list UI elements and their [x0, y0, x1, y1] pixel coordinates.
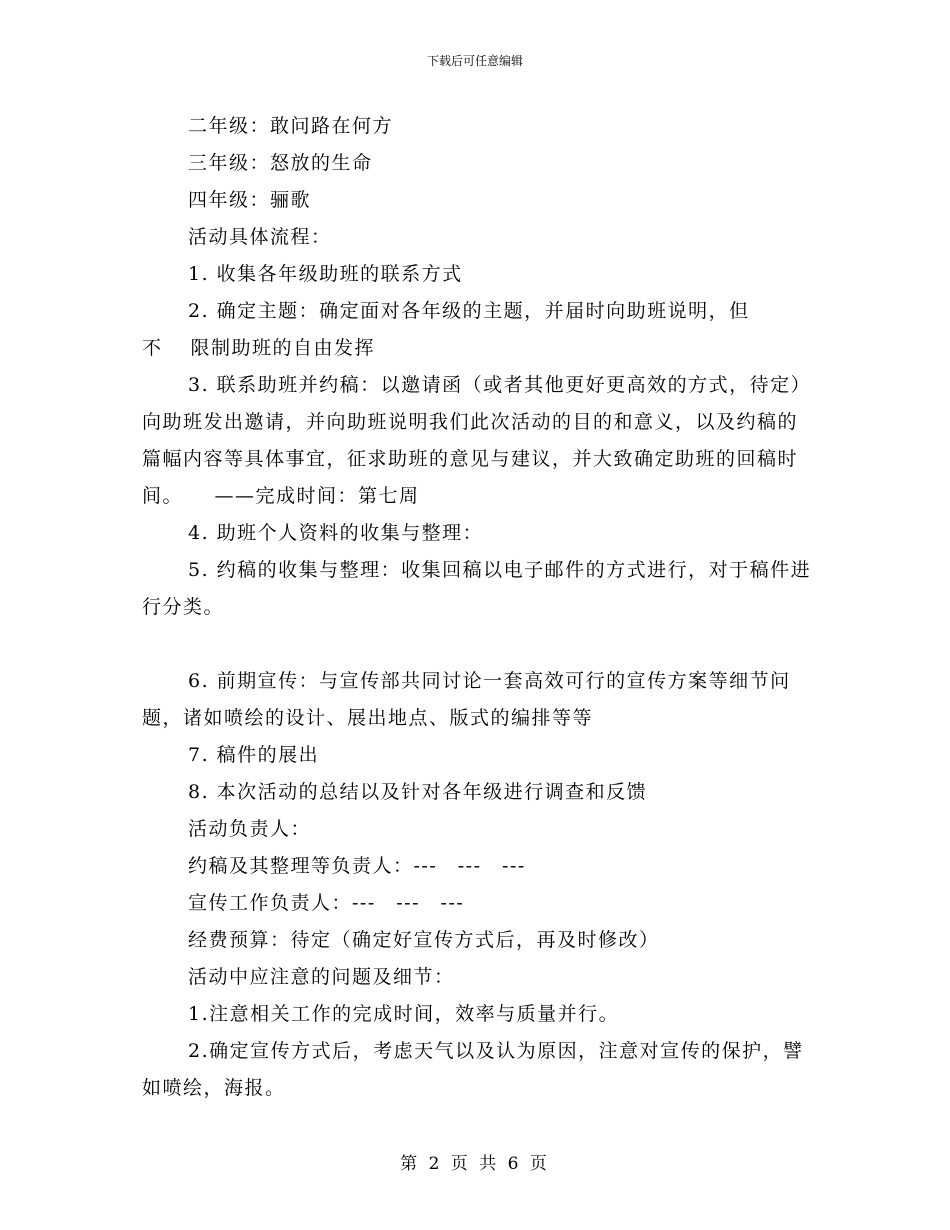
paragraph-gap [142, 626, 812, 663]
grade2-theme: 二年级：敢问路在何方 [188, 115, 394, 137]
note-2: 2.确定宣传方式后，考虑天气以及认为原因，注意对宣传的保护，譬如喷绘，海报。 [142, 1040, 804, 1099]
flow-title: 活动具体流程： [188, 226, 332, 248]
step-3: 3. 联系助班并约稿：以邀请函（或者其他更好更高效的方式，待定）向助班发出邀请，并向助班说明我们此次活动的目的和意义，以及约稿的篇幅内容等具体事宜，征求助班的意见与建议，并大致确定助班的回稿时间。 ——完成时间：第七周 [142, 374, 812, 507]
grade3-theme: 三年级：怒放的生命 [188, 152, 373, 174]
grade4-theme: 四年级：骊歌 [188, 189, 312, 211]
step-5: 5. 约稿的收集与整理：收集回稿以电子邮件的方式进行，对于稿件进行分类。 [142, 559, 812, 618]
step-2-line-1: 2. 确定主题：确定面对各年级的主题，并届时向助班说明，但 [188, 300, 750, 322]
leader-publicity: 宣传工作负责人：--- --- --- [188, 892, 465, 914]
step-4: 4. 助班个人资料的收集与整理： [188, 522, 484, 544]
budget: 经费预算：待定（确定好宣传方式后，再及时修改） [188, 929, 660, 951]
step-7: 7. 稿件的展出 [188, 744, 320, 766]
step-2-line-2: 不 限制助班的自由发挥 [142, 337, 376, 359]
note-1: 1.注意相关工作的完成时间，效率与质量并行。 [188, 1003, 620, 1025]
leader-manuscript: 约稿及其整理等负责人：--- --- --- [188, 855, 526, 877]
step-8: 8. 本次活动的总结以及针对各年级进行调查和反馈 [188, 781, 648, 803]
step-6: 6. 前期宣传：与宣传部共同讨论一套高效可行的宣传方案等细节问题，诸如喷绘的设计、展出地点、版式的编排等等 [142, 670, 791, 729]
page-indicator: 第 2 页 共 6 页 [400, 1154, 550, 1174]
document-body [142, 108, 812, 1107]
leader-title: 活动负责人： [188, 818, 312, 840]
step-1: 1. 收集各年级助班的联系方式 [188, 263, 463, 285]
notes-title: 活动中应注意的问题及细节： [188, 966, 455, 988]
page-header-note: 下载后可任意编辑 [426, 54, 523, 68]
